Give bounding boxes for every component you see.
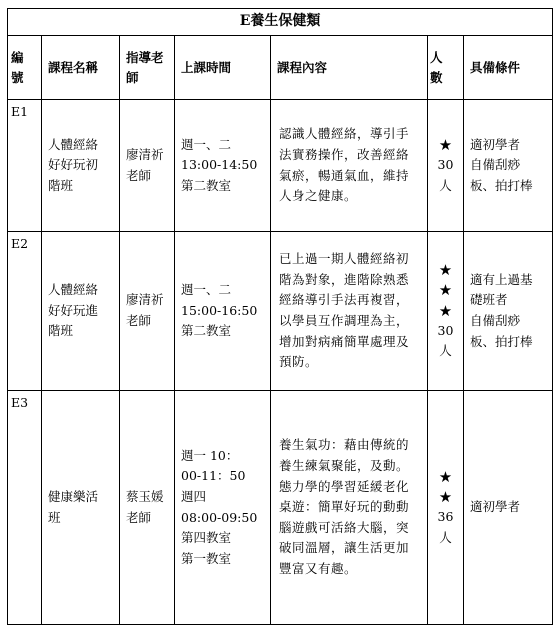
table-title-row [8,9,553,36]
table-row [8,232,553,391]
table-row [8,100,553,232]
requirements: 適初學者 [464,391,553,625]
header-teacher: 指導老 師 [120,36,175,100]
row-id: E3 [8,391,42,625]
difficulty-stars [430,135,461,155]
table-title: E養生保健類 [8,9,553,36]
row-id: E2 [8,232,42,391]
course-content: 已上過一期人體經絡初 階為對象，進階除熟悉 經絡導引手法再複習， 以學員互作調理為主， 增加對病痛簡單處理及 預防。 [271,232,428,391]
teacher-name: 廖清祈 老師 [120,232,175,391]
star-icon: ★ [438,261,453,279]
class-time: 週一、二 13:00-14:50 第二教室 [175,100,271,232]
enrollment-count: 36 人 [437,509,454,545]
header-id: 編 號 [8,36,42,100]
difficulty-stars [430,467,461,508]
header-time: 上課時間 [175,36,271,100]
course-content: 認識人體經絡，導引手 法實務操作，改善經絡 氣瘀，暢通氣血，維持 人身之健康。 [271,100,428,232]
difficulty-stars [430,260,461,321]
teacher-name: 廖清祈 老師 [120,100,175,232]
star-icon: ★ [438,281,453,300]
header-requirements: 具備條件 [464,36,553,100]
row-id: E1 [8,100,42,232]
star-icon: ★ [438,467,453,486]
course-content: 養生氣功：藉由傳統的 養生練氣聚能，及動。 態力學的學習延緩老化 桌遊：簡單好玩的動動 腦遊戲可活絡大腦，突 破同溫層，讓生活更加 豐富又有趣。 [271,391,428,625]
enrollment-count: 30 人 [437,157,454,193]
header-course: 課程名稱 [42,36,120,100]
count-cell [428,100,464,232]
header-content: 課程內容 [271,36,428,100]
star-icon: ★ [438,135,453,154]
header-row [8,36,553,100]
count-cell [428,391,464,625]
course-name: 人體經絡 好好玩進 階班 [42,232,120,391]
enrollment-count: 30 人 [437,322,454,359]
header-count: 人 數 [428,36,464,100]
course-table [7,8,553,625]
requirements: 適有上過基 礎班者 自備刮痧 板、拍打棒 [464,232,553,391]
star-icon: ★ [438,301,453,320]
course-name: 健康樂活 班 [42,391,120,625]
requirements: 適初學者 自備刮痧 板、拍打棒 [464,100,553,232]
class-time: 週一、二 15:00-16:50 第二教室 [175,232,271,391]
course-name: 人體經絡 好好玩初 階班 [42,100,120,232]
teacher-name: 蔡玉媛 老師 [120,391,175,625]
count-cell [428,232,464,391]
star-icon: ★ [438,487,453,506]
class-time: 週一 10： 00-11：50 週四 08:00-09:50 第四教室 第一教室 [175,391,271,625]
table-row [8,391,553,625]
